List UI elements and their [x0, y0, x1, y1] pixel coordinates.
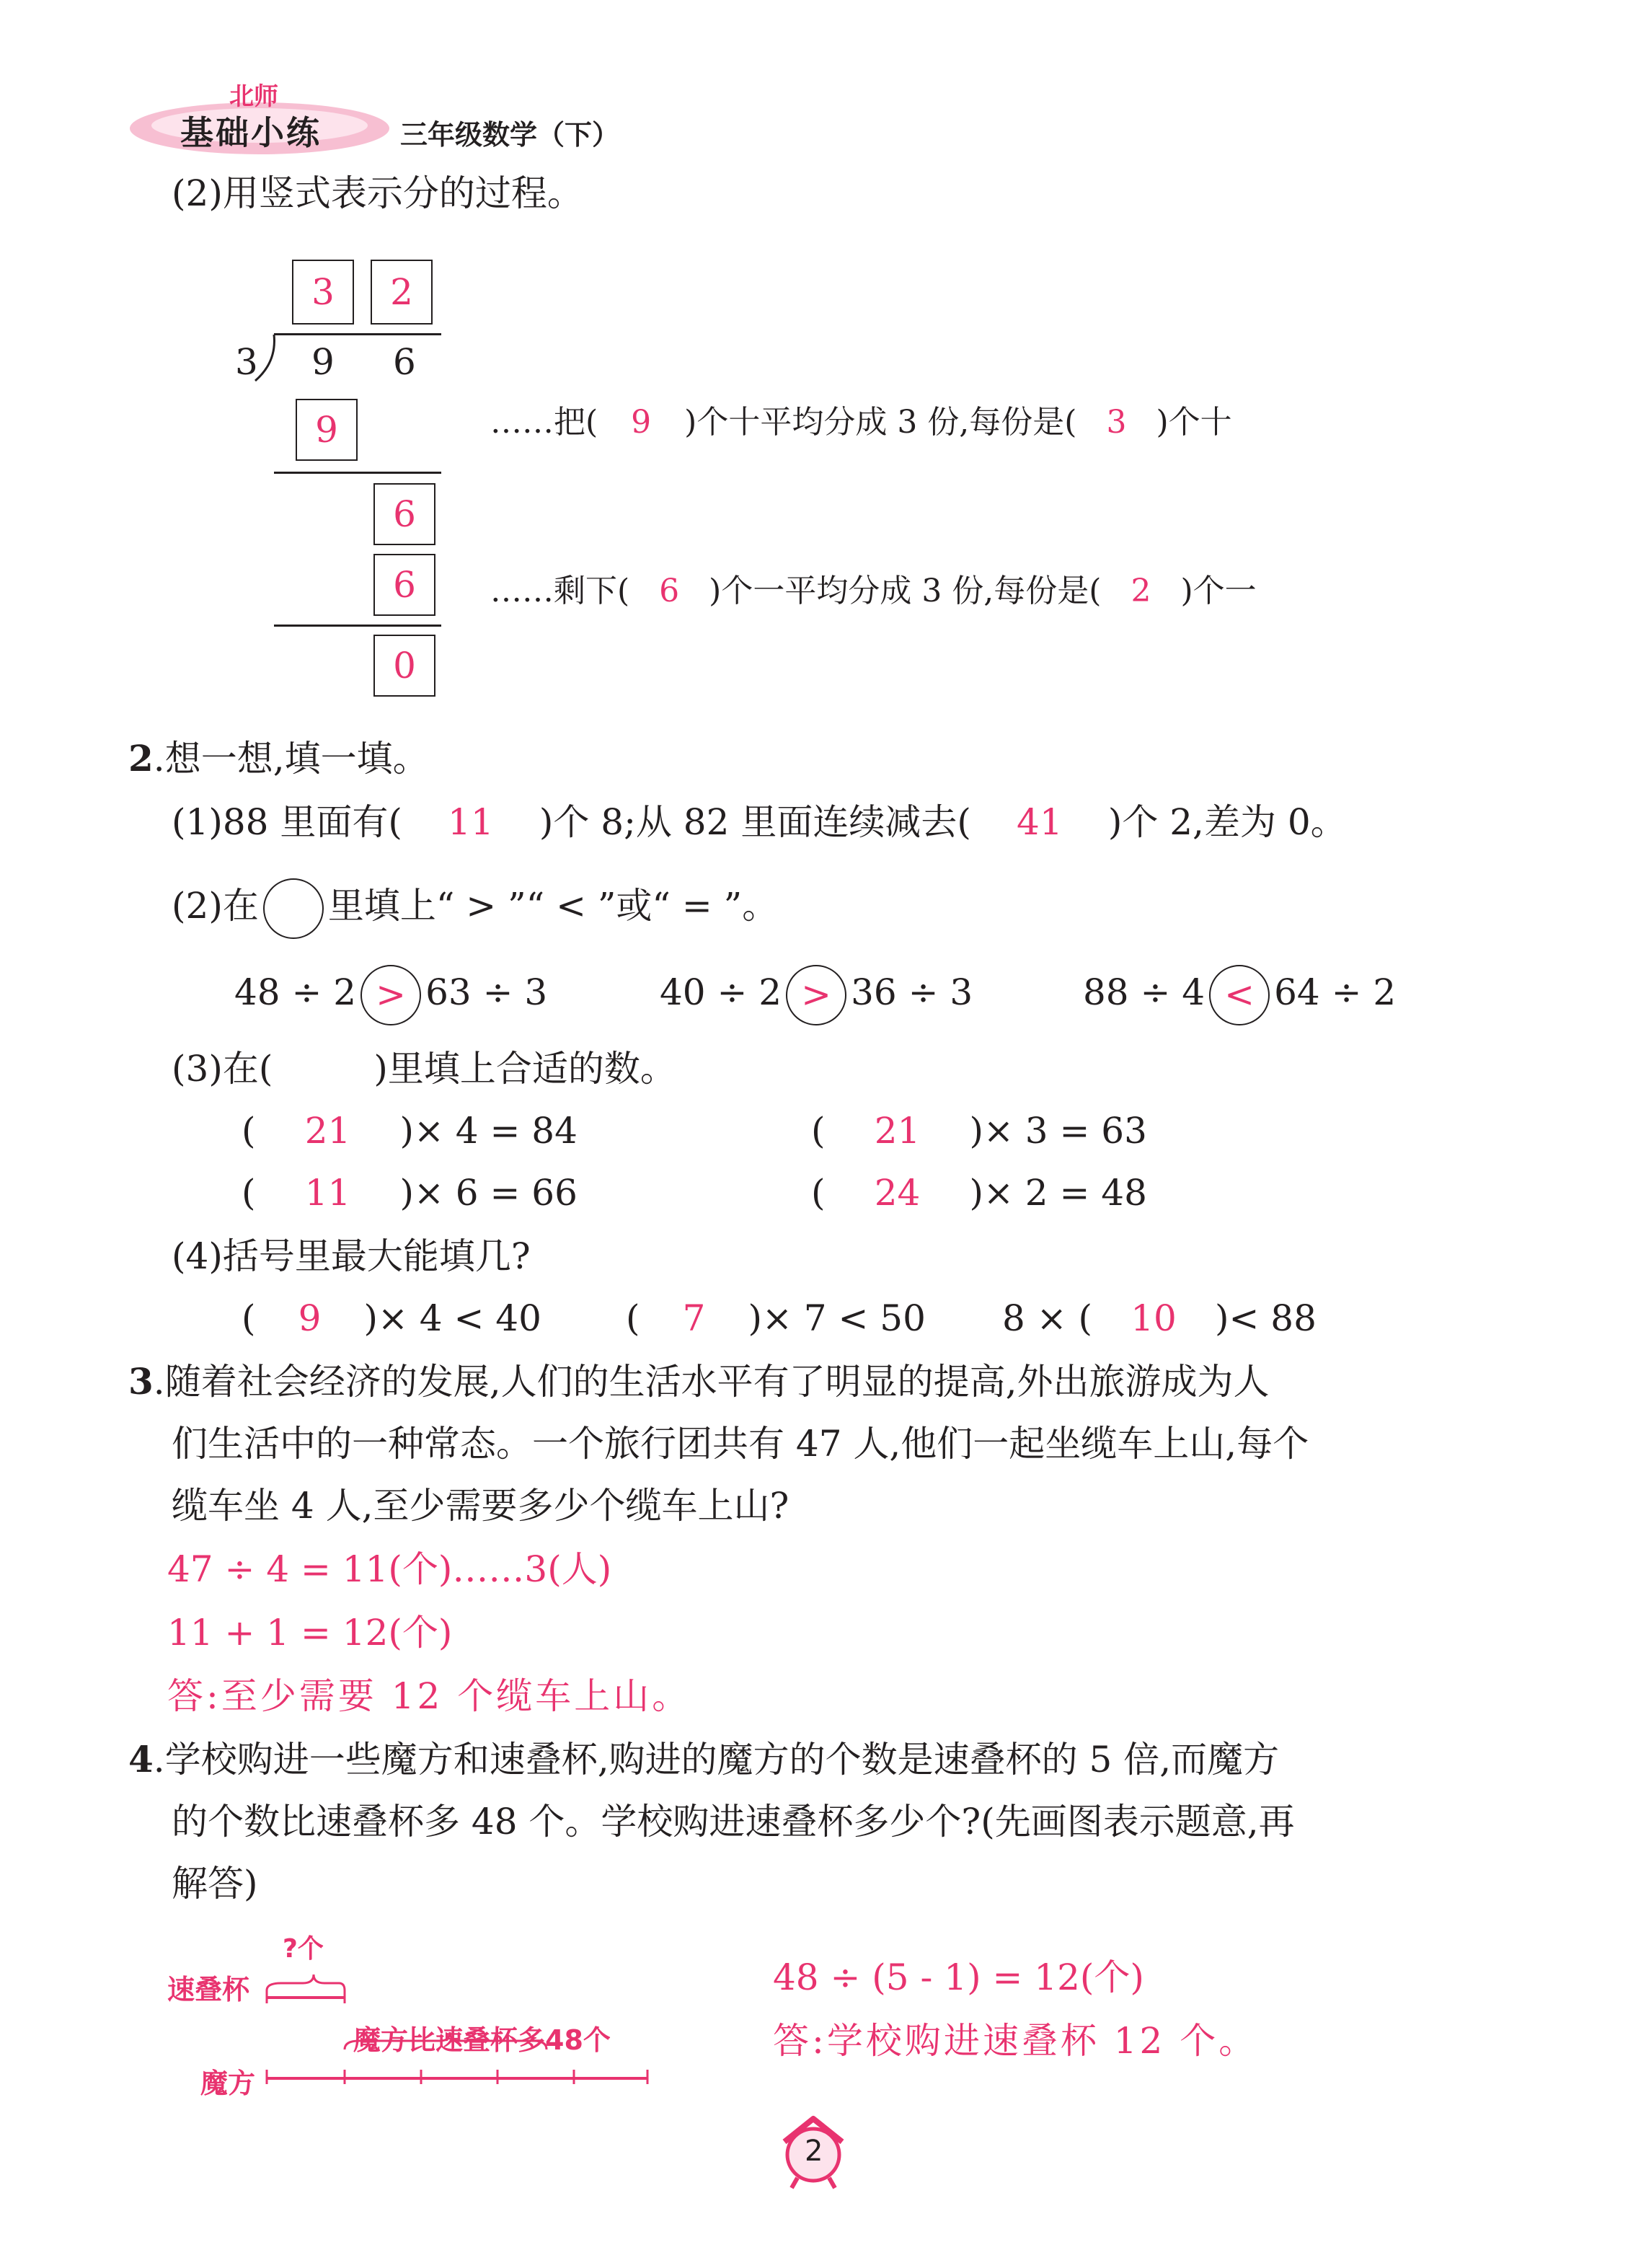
q2-part4: (4)括号里最大能填几? [172, 1235, 531, 1277]
comparison-sign: < [1209, 965, 1270, 1025]
quotient-ones-box: 2 [371, 260, 433, 325]
fill-value: 11 [304, 1172, 351, 1214]
subtraction-line-1 [274, 472, 441, 474]
division-note-2 [490, 570, 1257, 613]
q2-part2 [172, 878, 778, 939]
q3-answer-1: 47 ÷ 4 = 11(个)……3(人) [167, 1548, 612, 1590]
step2-box: 6 [373, 483, 435, 545]
step3-box: 6 [373, 554, 435, 616]
note1-value-1: 9 [631, 404, 652, 441]
q4-answer-1: 48 ÷ (5 - 1) = 12(个) [773, 1956, 1144, 1998]
comparison-right: 36 ÷ 3 [851, 971, 973, 1013]
q2-part3 [172, 1047, 676, 1090]
q2-p3-text-a: (3)在( [172, 1048, 273, 1090]
step1-box: 9 [296, 399, 358, 461]
fill-equation: )× 4 = 84 [399, 1110, 578, 1152]
q2-p1-text-c: )个 2,差为 0。 [1107, 801, 1347, 843]
q3-answer-3: 答:至少需要 12 个缆车上山。 [167, 1675, 691, 1717]
comparison-left: 88 ÷ 4 [1083, 971, 1205, 1013]
diagram-cubes-label: 魔方 [200, 2068, 256, 2099]
fill-value: 24 [874, 1172, 921, 1214]
empty-circle-icon [263, 878, 324, 939]
fill-value: 21 [874, 1110, 921, 1152]
comparison-right: 63 ÷ 3 [425, 971, 548, 1013]
page-number: 2 [805, 2135, 823, 2168]
q3-line-3: 缆车坐 4 人,至少需要多少个缆车上山? [172, 1485, 789, 1527]
max-prefix: ( [242, 1297, 256, 1339]
note1-value-2: 3 [1106, 404, 1127, 441]
max-1 [242, 1297, 541, 1340]
q2-p3-text-b: )里填上合适的数。 [373, 1048, 676, 1090]
q2-p1-text-b: )个 8;从 82 里面连续减去( [539, 801, 971, 843]
max-prefix: 8 × ( [1002, 1297, 1092, 1339]
comparison-1 [234, 965, 547, 1025]
division-bracket [251, 333, 277, 384]
max-equation: )× 7 < 50 [748, 1297, 926, 1339]
note2-value-1: 6 [659, 573, 680, 609]
remainder-box: 0 [373, 635, 435, 697]
fill-3: ( 11 )× 6 = 66 [242, 1172, 578, 1214]
q3-answer-2: 11 + 1 = 12(个) [167, 1612, 453, 1654]
comparison-left: 40 ÷ 2 [660, 971, 782, 1013]
note2-text-b: )个一平均分成 3 份,每份是( [709, 573, 1102, 609]
brand-top: 北师 [229, 82, 278, 111]
note2-text-a: ……剩下( [490, 573, 630, 609]
dividend-ones: 6 [393, 341, 416, 383]
comparison-right: 64 ÷ 2 [1274, 971, 1397, 1013]
max-value: 10 [1131, 1297, 1177, 1339]
divisor: 3 [235, 341, 258, 383]
note1-text-b: )个十平均分成 3 份,每份是( [684, 404, 1077, 441]
q2-p1-value-1: 11 [448, 801, 494, 843]
q2-title: 想一想,填一填。 [164, 738, 429, 780]
q3-line-1: 3.随着社会经济的发展,人们的生活水平有了明显的提高,外出旅游成为人 [128, 1360, 1270, 1403]
fill-value: 21 [304, 1110, 351, 1152]
note2-text-c: )个一 [1180, 573, 1257, 609]
q4-number: 4 [128, 1738, 154, 1781]
max-3 [1002, 1297, 1317, 1340]
division-note-1 [490, 401, 1232, 444]
q4-line-1: 4.学校购进一些魔方和速叠杯,购进的魔方的个数是速叠杯的 5 倍,而魔方 [128, 1738, 1280, 1781]
q2-p2-text-a: (2)在 [172, 885, 259, 927]
note1-text-c: )个十 [1156, 404, 1232, 441]
brand-main: 基础小练 [180, 113, 322, 152]
q4-text: 学校购进一些魔方和速叠杯,购进的魔方的个数是速叠杯的 5 倍,而魔方 [164, 1739, 1280, 1781]
q3-text: 随着社会经济的发展,人们的生活水平有了明显的提高,外出旅游成为人 [164, 1361, 1270, 1403]
q4-line-2: 的个数比速叠杯多 48 个。学校购进速叠杯多少个?(先画图表示题意,再 [172, 1801, 1295, 1843]
q2-p1-value-2: 41 [1017, 801, 1063, 843]
fill-2: ( 21 )× 3 = 63 [811, 1110, 1147, 1152]
fill-equation: )× 2 = 48 [969, 1172, 1147, 1214]
q1-part2-label: (2)用竖式表示分的过程。 [172, 172, 583, 214]
fill-1: ( 21 )× 4 = 84 [242, 1110, 578, 1152]
diagram-diff-label: 魔方比速叠杯多48个 [353, 2024, 611, 2056]
division-bar [274, 333, 441, 335]
q4-line-3: 解答) [172, 1863, 258, 1905]
fill-equation: )× 3 = 63 [969, 1110, 1147, 1152]
dividend-tens: 9 [311, 341, 335, 383]
max-equation: )× 4 < 40 [363, 1297, 541, 1339]
q2-part1 [172, 800, 1347, 844]
quotient-tens-box: 3 [292, 260, 354, 325]
diagram-unknown-label: ?个 [283, 1934, 324, 1964]
comparison-sign: > [360, 965, 421, 1025]
q2-p2-text-b: 里填上“ > ”“ < ”或“ = ”。 [327, 885, 779, 927]
q4-answer-2: 答:学校购进速叠杯 12 个。 [773, 2020, 1258, 2062]
comparison-sign: > [786, 965, 846, 1025]
q3-line-2: 们生活中的一种常态。一个旅行团共有 47 人,他们一起坐缆车上山,每个 [172, 1423, 1309, 1465]
comparison-2 [660, 965, 973, 1025]
note2-value-2: 2 [1131, 573, 1151, 609]
max-2 [626, 1297, 926, 1340]
q2-number: 2 [128, 737, 154, 780]
max-prefix: ( [626, 1297, 640, 1339]
fill-4: ( 24 )× 2 = 48 [811, 1172, 1147, 1214]
max-value: 7 [682, 1297, 706, 1339]
diagram-cups-label: 速叠杯 [167, 1974, 250, 2006]
max-value: 9 [298, 1297, 322, 1339]
header-subtitle: 三年级数学（下） [400, 119, 620, 151]
max-equation: )< 88 [1215, 1297, 1317, 1339]
q3-number: 3 [128, 1360, 154, 1403]
q2-heading: 2.想一想,填一填。 [128, 737, 429, 780]
note1-text-a: ……把( [490, 404, 598, 441]
segment-lines [260, 1962, 663, 2091]
subtraction-line-2 [274, 625, 441, 627]
comparison-left: 48 ÷ 2 [234, 971, 357, 1013]
comparison-3 [1083, 965, 1396, 1025]
fill-equation: )× 6 = 66 [399, 1172, 578, 1214]
q2-p1-text-a: (1)88 里面有( [172, 801, 402, 843]
